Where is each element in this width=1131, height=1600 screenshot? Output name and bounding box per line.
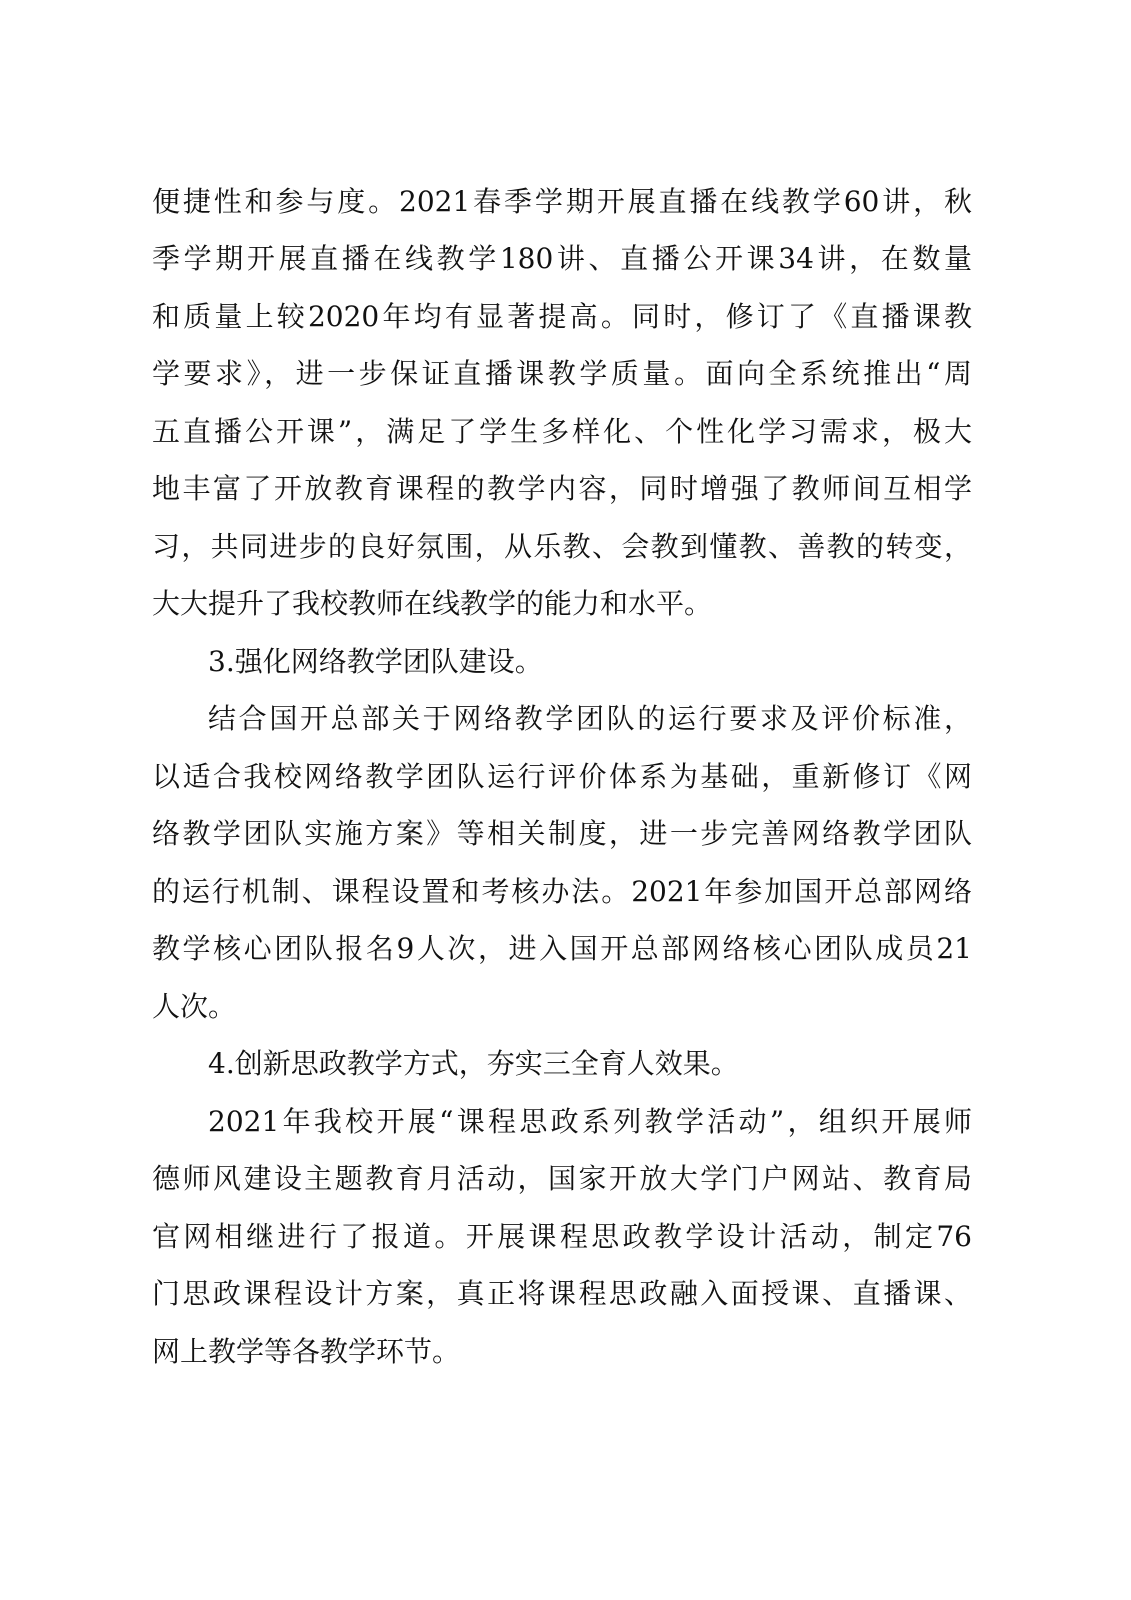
paragraph-line: 和质量上较2020年均有显著提高。同时，修订了《直播课教 xyxy=(152,300,972,333)
paragraph-line: 季学期开展直播在线教学180讲、直播公开课34讲，在数量 xyxy=(152,242,972,275)
paragraph-line: 2021年我校开展“课程思政系列教学活动”，组织开展师 xyxy=(208,1105,972,1138)
paragraph-line: 门思政课程设计方案，真正将课程思政融入面授课、直播课、 xyxy=(152,1277,972,1310)
paragraph-line: 便捷性和参与度。2021春季学期开展直播在线教学60讲，秋 xyxy=(152,185,972,218)
paragraph-line: 习，共同进步的良好氛围，从乐教、会教到懂教、善教的转变， xyxy=(152,530,972,563)
paragraph-line: 人次。 xyxy=(152,990,237,1023)
paragraph-line: 的运行机制、课程设置和考核办法。2021年参加国开总部网络 xyxy=(152,875,972,908)
paragraph-line: 德师风建设主题教育月活动，国家开放大学门户网站、教育局 xyxy=(152,1162,972,1195)
section-heading: 3.强化网络教学团队建设。 xyxy=(208,645,543,678)
paragraph-line: 以适合我校网络教学团队运行评价体系为基础，重新修订《网 xyxy=(152,760,972,793)
paragraph-line: 结合国开总部关于网络教学团队的运行要求及评价标准， xyxy=(208,702,972,735)
paragraph-line: 官网相继进行了报道。开展课程思政教学设计活动，制定76 xyxy=(152,1220,972,1253)
paragraph-line: 大大提升了我校教师在线教学的能力和水平。 xyxy=(152,587,713,620)
section-heading: 4.创新思政教学方式，夯实三全育人效果。 xyxy=(208,1047,739,1080)
paragraph-line: 五直播公开课”，满足了学生多样化、个性化学习需求，极大 xyxy=(152,415,972,448)
paragraph-line: 网上教学等各教学环节。 xyxy=(152,1335,461,1368)
paragraph-line: 学要求》，进一步保证直播课教学质量。面向全系统推出“周 xyxy=(152,357,972,390)
paragraph-line: 地丰富了开放教育课程的教学内容，同时增强了教师间互相学 xyxy=(152,472,972,505)
paragraph-line: 教学核心团队报名9人次，进入国开总部网络核心团队成员21 xyxy=(152,932,972,965)
paragraph-line: 络教学团队实施方案》等相关制度，进一步完善网络教学团队 xyxy=(152,817,972,850)
